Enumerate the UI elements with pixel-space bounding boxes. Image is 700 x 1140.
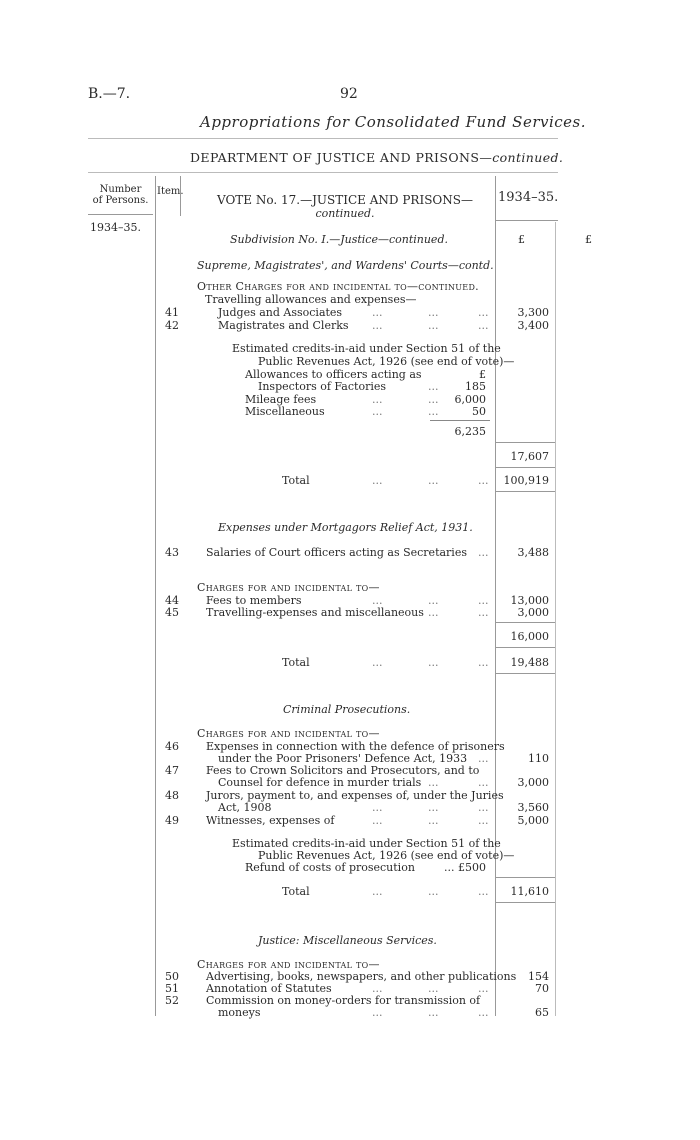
leader-dots: ... [372, 319, 383, 332]
item-number-50: 50 [165, 970, 179, 983]
amount-45: 3,000 [517, 606, 549, 619]
row-label-48-line-2: Act, 1908 [218, 801, 272, 814]
section2-total: 19,488 [510, 656, 549, 669]
leader-dots: ... [372, 1006, 383, 1019]
subdivision-heading: Subdivision No. I.—Justice—continued. [230, 233, 448, 246]
leader-dots: ... [428, 885, 439, 898]
amount-47: 3,000 [517, 776, 549, 789]
amount-41: 3,300 [517, 306, 549, 319]
leader-dots: ... [428, 1006, 439, 1019]
amount-49: 5,000 [517, 814, 549, 827]
leader-dots: ... [428, 594, 439, 607]
item-column-header: Item. [157, 186, 184, 197]
row-label-52-line-2: moneys [218, 1006, 261, 1019]
row-label-50: Advertising, books, newspapers, and other publications [206, 970, 517, 983]
section2-subtotal: 16,000 [510, 630, 549, 643]
leader-dots: ... [478, 814, 489, 827]
credits-total: 6,235 [454, 425, 486, 438]
leader-dots: ... [372, 594, 383, 607]
leader-dots: ... [478, 594, 489, 607]
persons-header-rule [88, 214, 153, 215]
leader-dots: ... [478, 982, 489, 995]
section1-total: 100,919 [503, 474, 549, 487]
section-heading-criminal: Criminal Prosecutions. [283, 703, 411, 716]
row-label-45: Travelling-expenses and miscellaneous [206, 606, 424, 619]
total-rule [495, 877, 555, 878]
total-underline [495, 673, 555, 674]
leader-dots: ... [372, 656, 383, 669]
persons-label-1: Number [99, 184, 142, 195]
subtotal-rule [495, 622, 555, 623]
leader-dots: ... [478, 885, 489, 898]
miscellaneous-label: Miscellaneous [245, 405, 325, 418]
section-heading-mortgagors: Expenses under Mortgagors Relief Act, 1931. [218, 521, 473, 534]
persons-label-2: of Persons. [92, 195, 149, 206]
criminal-credits-line-2: Public Revenues Act, 1926 (see end of vote)— [258, 849, 515, 862]
leader-dots: ... [372, 801, 383, 814]
leader-dots: ... [478, 319, 489, 332]
heading-rule [88, 172, 558, 173]
row-label-41: Judges and Associates [218, 306, 343, 319]
amount-51: 70 [535, 982, 549, 995]
leader-dots: ... [372, 306, 383, 319]
leader-dots: ... [428, 801, 439, 814]
title-rule [88, 138, 558, 139]
leader-dots: ... [478, 776, 489, 789]
item-number-52: 52 [165, 994, 179, 1007]
leader-dots: ... [372, 982, 383, 995]
amount-44: 13,000 [510, 594, 549, 607]
leader-dots: ... [478, 474, 489, 487]
pound-sign-2: £ [585, 233, 592, 246]
leader-dots: ... [478, 1006, 489, 1019]
leader-dots: ... [372, 885, 383, 898]
leader-dots: ... [428, 319, 439, 332]
leader-dots: ... [428, 776, 439, 789]
item-number-46: 46 [165, 740, 179, 753]
vote-title-continued: continued. [315, 207, 375, 220]
item-number-51: 51 [165, 982, 179, 995]
item-number-45: 45 [165, 606, 179, 619]
subtotal-rule [495, 442, 555, 443]
travelling-heading: Travelling allowances and expenses— [205, 293, 417, 306]
leader-dots: ... [428, 982, 439, 995]
row-label-46-line-2: under the Poor Prisoners' Defence Act, 1933 [218, 752, 468, 765]
criminal-credits-line-1: Estimated credits-in-aid under Section 51 of the [232, 837, 501, 850]
year-header-rule [495, 220, 558, 221]
row-label-51: Annotation of Statutes [206, 982, 332, 995]
total-underline [495, 491, 555, 492]
total-rule [495, 467, 555, 468]
charges-heading: Charges for and incidental to— [197, 727, 380, 740]
item-number-48: 48 [165, 789, 179, 802]
row-label-43: Salaries of Court officers acting as Secretaries [206, 546, 467, 559]
leader-dots: ... [478, 801, 489, 814]
item-header-divider [180, 176, 181, 216]
leader-dots: ... [372, 814, 383, 827]
mileage-fees-label: Mileage fees [245, 393, 317, 406]
miscellaneous-value: 50 [472, 405, 486, 418]
row-label-48-line-1: Jurors, payment to, and expenses of, under the Juries [206, 789, 504, 802]
leader-dots: ... [372, 405, 383, 418]
allowances-line-1: Allowances to officers acting as [245, 368, 422, 381]
row-label-42: Magistrates and Clerks [218, 319, 349, 332]
leader-dots: ... [428, 306, 439, 319]
leader-dots: ... [478, 546, 489, 559]
section-heading-miscellaneous: Justice: Miscellaneous Services. [258, 934, 437, 947]
item-number-47: 47 [165, 764, 179, 777]
allowances-line-2: Inspectors of Factories [258, 380, 386, 393]
refund-value: ... £500 [444, 861, 486, 874]
total-underline [495, 902, 555, 903]
vote-title-line: VOTE No. 17.—JUSTICE AND PRISONS— [217, 193, 473, 207]
persons-year-label: 1934–35. [90, 221, 141, 234]
leader-dots: ... [478, 306, 489, 319]
leader-dots: ... [428, 814, 439, 827]
credits-in-aid-line-2: Public Revenues Act, 1926 (see end of vote)— [258, 355, 515, 368]
leader-dots: ... [478, 656, 489, 669]
department-name: DEPARTMENT OF JUSTICE AND PRISONS [190, 150, 480, 165]
leader-dots: ... [428, 393, 439, 406]
page-title: Appropriations for Consolidated Fund Services. [200, 113, 587, 131]
leader-dots: ... [372, 474, 383, 487]
page-number: 92 [340, 86, 358, 102]
amount-42: 3,400 [517, 319, 549, 332]
leader-dots: ... [478, 752, 489, 765]
amount-43: 3,488 [517, 546, 549, 559]
row-label-46-line-1: Expenses in connection with the defence of prisoners [206, 740, 505, 753]
pound-sign-1: £ [518, 233, 525, 246]
row-label-52-line-1: Commission on money-orders for transmission of [206, 994, 481, 1007]
amount-46: 110 [528, 752, 549, 765]
row-label-47-line-1: Fees to Crown Solicitors and Prosecutors, and to [206, 764, 480, 777]
refund-label: Refund of costs of prosecution [245, 861, 415, 874]
leader-dots: ... [428, 380, 439, 393]
row-label-47-line-2: Counsel for defence in murder trials [218, 776, 422, 789]
section-heading-courts: Supreme, Magistrates', and Wardens' Courts—contd. [197, 259, 494, 272]
item-number-49: 49 [165, 814, 179, 827]
row-label-44: Fees to members [206, 594, 302, 607]
leader-dots: ... [428, 405, 439, 418]
total-rule [495, 647, 555, 648]
section1-total-label: Total [282, 474, 310, 487]
other-charges-heading: Other Charges for and incidental to—continued. [197, 280, 479, 293]
charges-heading: Charges for and incidental to— [197, 958, 380, 971]
persons-column-header [88, 184, 153, 206]
department-heading [190, 150, 563, 165]
total-column-divider [555, 222, 556, 1016]
section1-subtotal: 17,607 [510, 450, 549, 463]
document-reference: B.—7. [88, 86, 131, 102]
item-number-42: 42 [165, 319, 179, 332]
credits-in-aid-line-1: Estimated credits-in-aid under Section 51 of the [232, 342, 501, 355]
mileage-fees-value: 6,000 [454, 393, 486, 406]
amount-50: 154 [528, 970, 549, 983]
leader-dots: ... [372, 393, 383, 406]
persons-item-divider [155, 176, 156, 1016]
department-continued: —continued. [479, 150, 564, 165]
leader-dots: ... [428, 474, 439, 487]
section3-total: 11,610 [510, 885, 549, 898]
allowances-value: 185 [465, 380, 486, 393]
item-number-41: 41 [165, 306, 179, 319]
charges-heading: Charges for and incidental to— [197, 581, 380, 594]
vote-title [195, 193, 495, 221]
amount-52: 65 [535, 1006, 549, 1019]
credits-sum-rule [430, 420, 490, 421]
item-number-44: 44 [165, 594, 179, 607]
leader-dots: ... [428, 606, 439, 619]
section2-total-label: Total [282, 656, 310, 669]
leader-dots: ... [478, 606, 489, 619]
year-column-header: 1934–35. [498, 190, 559, 205]
amount-48: 3,560 [517, 801, 549, 814]
leader-dots: ... [428, 656, 439, 669]
item-number-43: 43 [165, 546, 179, 559]
section3-total-label: Total [282, 885, 310, 898]
allowances-pound-sign: £ [479, 368, 486, 381]
row-label-49: Witnesses, expenses of [206, 814, 335, 827]
